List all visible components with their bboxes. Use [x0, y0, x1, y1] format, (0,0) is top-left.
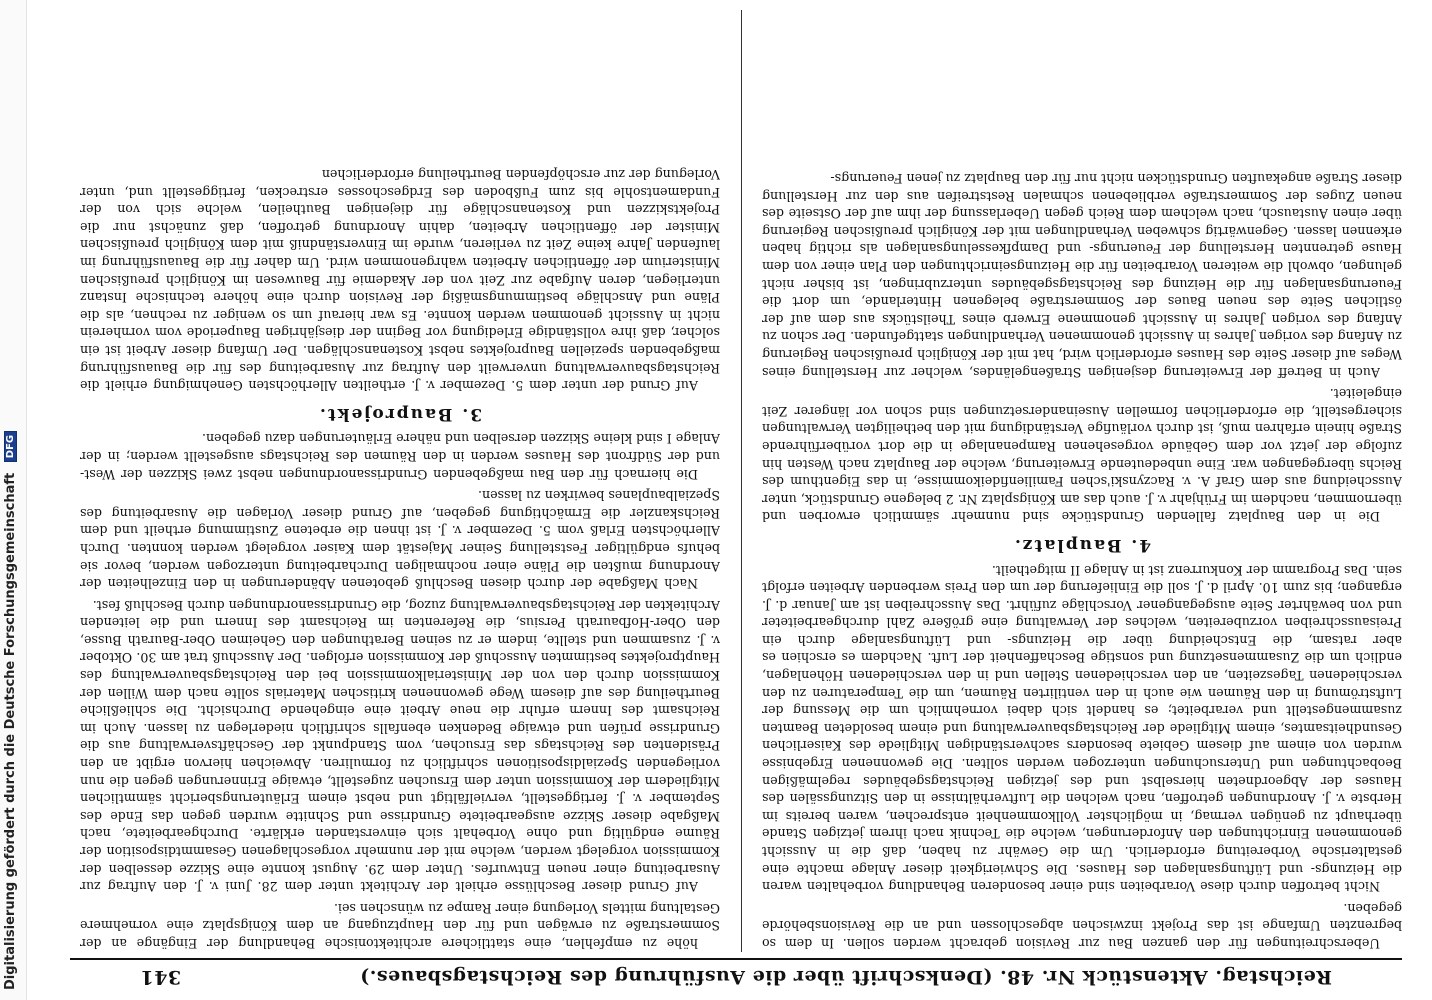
- paragraph: Auf Grund der unter dem 5. Dezember v. J. ertheilten Allerhöchsten Genehmigung erhielt die Reichstagsbauverwaltung unverweilt den Auftrag zur Ausarbeitung des für die Bauausführung maßgebenden speziellen Bauprojektes nebst Kostenanschlägen. Der Umfang dieser Arbeit ist ein solcher, daß ihre vollständige Erledigung vor Beginn der diesjährigen Bauperiode vom vornherein nicht in Aussicht genommen werden konnte. Es war hierauf um so weniger zu rechnen, als die Pläne und Anschläge bestimmungsmäßig der Revision durch eine höhere technische Instanz unterliegen, deren Aufgabe zur Zeit von der Akademie für Bauwesen im Königlich preußischen Ministerium der öffentlichen Arbeiten wahrgenommen wird. Um daher für die Bauausführung im laufenden Jahre keine Zeit zu verlieren, wurde im Einverständniß mit dem Königlich preußischen Minister der öffentlichen Arbeiten, dahin Anordnung getroffen, daß zunächst nur die Projektskizzen und Kostenanschläge für diejenigen Bautheilen, welche sich von der Fundamentsohle bis zum Fußboden des Erdgeschosses erstrecken, fertiggestellt und, unter Vorlegung der zur erschöpfenden Beurtheilung erforderlichen: [80, 167, 720, 394]
- paragraph: Die in den Bauplatz fallenden Grundstücke sind nunmehr sämmtlich erworben und übernommen, nachdem im Frühjahr v. J. auch das am Königsplatz Nr. 2 belegene Grundstück, unter Ausscheidung aus dem Graf A. v. Raczynski'schen Familienfideikommisse, in das Eigenthum des Reichs übergegangen war. Eine unbedeutende Erweiterung, welche der Bauplatz nach Westen hin zufolge der jetzt vor dem Gebäude vorgesehenen Rampenanlage in die dort vorüberführende Straße hinein erfahren muß, ist durch vorläufige Verständigung mit den betheiligten Verwaltungen sichergestellt, die erforderlichen formellen Auseinandersetzungen sind schon vor längerer Zeit eingeleitet.: [762, 386, 1402, 525]
- credit-text: Digitalisierung gefördert durch die Deutsche Forschungsgemeinschaft: [3, 472, 18, 990]
- column-left: [762, 6, 1402, 952]
- section-heading-bauplatz: 4. Bauplatz.: [1012, 534, 1152, 555]
- running-head: [70, 958, 1402, 996]
- column-right: [80, 6, 720, 952]
- column-divider: [741, 10, 742, 952]
- dfg-logo: DFG: [4, 431, 17, 462]
- paragraph: Auf Grund dieser Beschlüsse erhielt der Architekt unter dem 28. Juni v. J. den Auftrag zur Ausarbeitung einer neuen Entwurfes. Unter dem 29. August konnte eine Skizze desselben der Kommission vorgelegt werden, welche mit der nunmehr vorgeschlagenen Gesammtdisposition der Räume endgültig und ohne Vorbehalt sich einverstanden erklärte. Durchgearbeitete, nach Maßgabe dieser Skizze ausgearbeitete Grundrisse und Schnitte wurden gegen das Ende des September v. J. fertiggestellt, vervielfältigt und nebst einem Erläuterungsbericht sämmtlichen Mitgliedern der Kommission unter dem Ersuchen zugestellt, etwaige Erinnerungen gegen die nun vorliegenden Spezialdispositionen schriftlich zu formuliren. Abweichen hiervon ergibt an den Präsidenten des Reichstags das Ersuchen, vom Standpunkt der Geschäftsverwaltung aus die Grundrisse prüfen und etwaige Bedenken ebenfalls schriftlich niederlegen zu lassen. Auch im Reichsamt des Innern erfuhr die neue Arbeit eine eingehende Durchsicht. Die schließliche Beurtheilung des auf diesem Wege gewonnenen kritischen Materials sollte nach dem Willen der Kommission durch den von der Ministerialkommission bei den Reichstagsbauverwaltung des Hauptprojektes bestimmten Ausschuß der Kommission erfolgen. Der Ausschuß trat am 30. Oktober v. J. zusammen und stellte, indem er zu seinen Berathungen den Geheimen Ober-Baurath Busse, den Ober-Hofbaurath Persius, die Referenten im Reichsamt des Innern und die leitenden Architekten der Reichstagsbauverwaltung zuzog, die Grundrissanordnungen durch Beschluß fest.: [80, 597, 720, 895]
- paragraph: Auch in Betreff der Erweiterung desjenigen Straßengeländes, welcher zur Herstellung eines Weges auf dieser Seite des Hauses erforderlich wird, hat mit der Königlich preußischen Regierung zu Anfang des vorigen Jahres in Aussicht genommenen Verhandlungen stattgefunden. Der schon zu Anfang des vorigen Jahres in Aussicht genommene Erwerb eines Theilstücks aus dem auf der östlichen Seite des neuen Baues der Sommerstraße belegenen Hinterlande, um dort die Feuerungsanlagen für die Heizung des Reichstagsgebäudes unterzubringen, ist bisher nicht gelungen, obwohl die weiteren Vorarbeiten für die Heizungseinrichtungen den Plan einer von dem Hause getrennten Herstellung der Feuerungs- und Dampfkesselungsanlagen als richtig haben erkennen lassen. Gegenwärtig schweben Verhandlungen mit der Königlich preußischen Regierung über einen Austausch, nach welchem dem Reich gegen Ueberlassung der ihm auf der Ostseite des neuen Zuges der Sommerstraße verbliebenen schmalen Reststreifen aus den zur Herstellung dieser Straße angekauften Grundstücken nicht nur für den Bauplatz zu jenen Feuerungs-: [762, 171, 1402, 380]
- paragraph: Nicht betroffen durch diese Vorarbeiten sind einer besonderen Behandlung vorbehalten waren die Heizungs- und Lüftungsanlagen des Hauses. Die Schwierigkeit dieser Anlage machte eine gestalterische Vorbereitung erforderlich. Um die Gewähr zu haben, daß die in Aussicht genommenen Einrichtungen den Anforderungen, welche die Technik nach ihrem jetzigen Stande überhaupt zu genügen vermag, in möglichster Vollkommenheit entsprechen, waren bereits im Herbste v. J. Anordnungen getroffen, nach welchen die Luftverhältnisse in den Sitzungssälen des Hauses der Abgeordneten hierselbst und des jetzigen Reichstagsgebäudes regelmäßigen Beobachtungen und Untersuchungen unterzogen werden sollten. Die gewonnenen Ergebnisse wurden von einem auf diesem Gebiete besonders sachverständigen Mitgliede des Kaiserlichen Gesundheitsamtes, einem Mitgliede der Reichstagsbauverwaltung und einem besoldeten Beamten zusammengestellt und verarbeitet; es handelt sich dabei vornehmlich um die Messung der Luftströmung in den Räumen wie auch in den ventilirten Räumen, um die Temperaturen zu den verschiedenen Tageszeiten, an den verschiedenen Stellen und in den verschiedenen Höhenlagen, endlich um die Zusammensetzung und sonstige Beschaffenheit der Luft. Nachdem es erschien es aber ratsam, die Entscheidung über die Heizungs- und Lüftungsanlage durch ein Preisausschreiben vorzubereiten, welches der Verwaltung eine größere Zahl durchgearbeiteter und von bewährter Seite ausgegangener Vorschläge zuführt. Das Ausschreiben ist am Januar d. J. ergangen; bis zum 10. April d. J. soll die Einlieferung der um den Preis werbenden Arbeiten erfolgt sein. Das Programm der Konkurrenz ist in Anlage II mitgetheilt.: [762, 562, 1402, 895]
- paragraph: Ueberschreitungen für den ganzen Bau zur Revision gebracht werden sollen. In dem so begrenzten Umfange ist das Projekt inzwischen abgeschlossen und an die Revisionsbehörde gegeben.: [762, 900, 1402, 951]
- section-heading-bauprojekt: 3. Bauprojekt.: [317, 403, 483, 424]
- page-header-title: Reichstag. Aktenstück Nr. 48. (Denkschrift über die Ausführung des Reichstagsbaues.): [359, 966, 1332, 988]
- paragraph: Nach Maßgabe der durch diesen Beschluß gebotenen Abänderungen in den Einzelheiten der Anordnung mußten die Pläne einer nochmaligen Durcharbeitung unterzogen werden, bevor sie behufs endgültiger Feststellung Seiner Majestät dem Kaiser vorgelegt werden konnten. Durch Allerhöchsten Erlaß vom 5. Dezember v. J. ist ihnen die erbetene Zustimmung ertheilt und dem Reichskanzler die Ermächtigung gegeben, auf Grund dieser Vorlagen die Ausarbeitung des Spezialbauplanes bewirken zu lassen.: [80, 488, 720, 592]
- digitization-credit: [3, 431, 18, 990]
- page-number: 341: [140, 966, 182, 988]
- scanned-page: [40, 0, 1432, 1000]
- credit-strip: [0, 0, 27, 1000]
- paragraph: höhe zu empfehlen, eine stattlichere architektonische Behandlung der Eingänge an der Sommerstraße zu erwägen und für den Hauptzugang an dem Königsplatz eine vornehmere Gestaltung mittels Vorlegung einer Rampe zu wünschen sei.: [80, 900, 720, 951]
- paragraph: Die hiernach für den Bau maßgebenden Grundrissanordnungen nebst zwei Skizzen der West- und der Südfront des Hauses werden in den Räumen des Reichstags ausgestellt werden; in der Anlage I sind kleine Skizzen derselben und nähere Erläuterungen dazu gegeben.: [80, 431, 720, 482]
